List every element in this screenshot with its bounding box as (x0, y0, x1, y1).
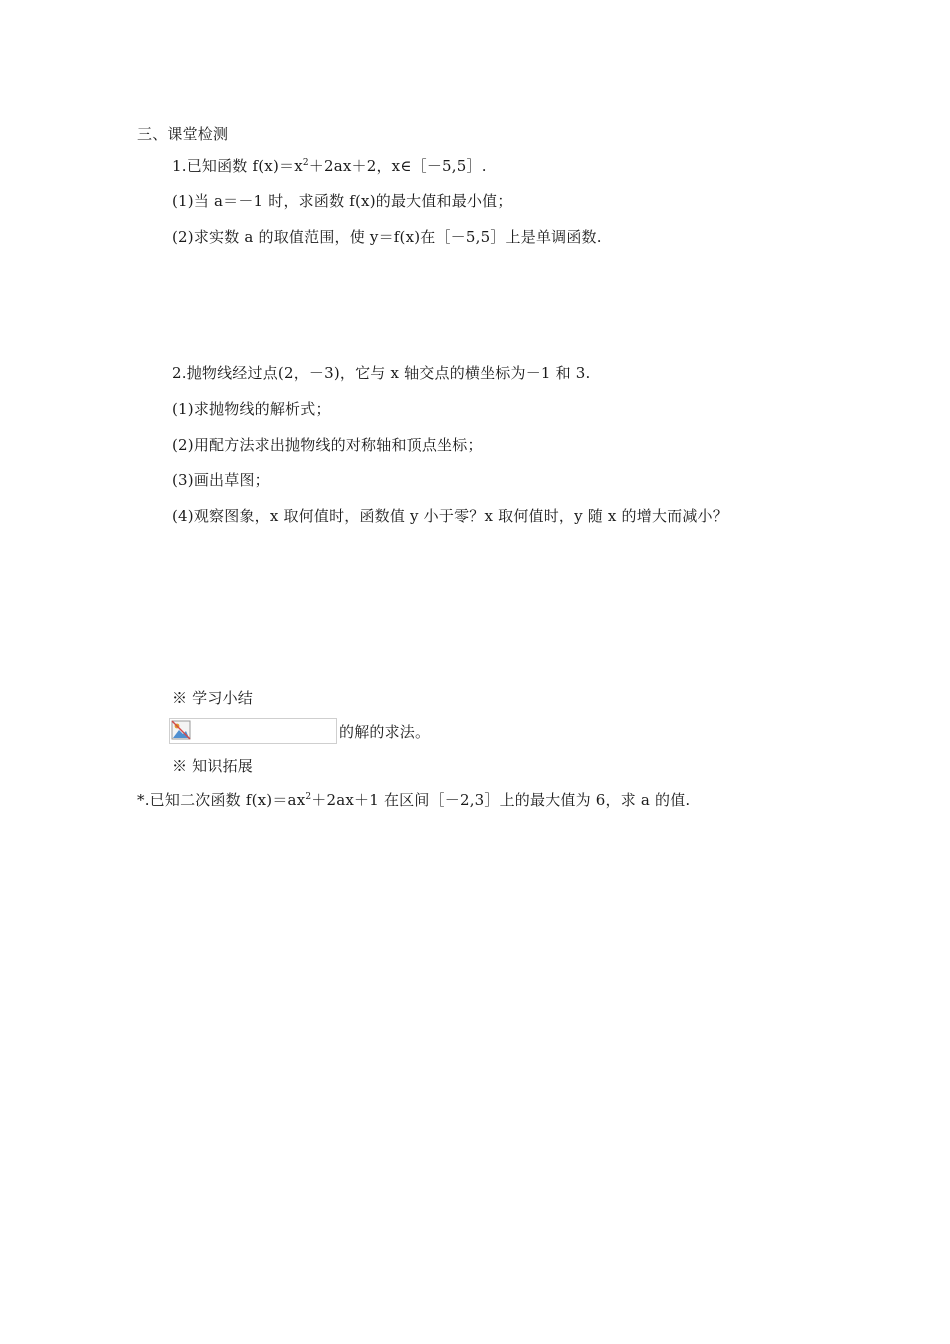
broken-image-icon (171, 720, 191, 740)
extension-heading: ※ 知识拓展 (172, 757, 253, 775)
q2-part1: (1)求抛物线的解析式； (172, 400, 331, 418)
q2-part4: (4)观察图象，x 取何值时，函数值 y 小于零？x 取何值时，y 随 x 的增大而减小？ (172, 507, 728, 525)
q2-part3: (3)画出草图； (172, 471, 270, 489)
q1-stem-text-a: 1.已知函数 f(x)＝x (172, 157, 303, 175)
q1-stem-text-b: ＋2ax＋2，x∈［－5,5］. (308, 157, 487, 175)
q1-part2: (2)求实数 a 的取值范围，使 y＝f(x)在［－5,5］上是单调函数. (172, 228, 602, 246)
q2-part2: (2)用配方法求出抛物线的对称轴和顶点坐标； (172, 436, 483, 454)
q1-exponent: 2 (302, 158, 309, 168)
missing-image-placeholder (169, 718, 337, 744)
q1-part1: (1)当 a＝－1 时，求函数 f(x)的最大值和最小值； (172, 192, 513, 210)
section-heading: 三、课堂检测 (137, 125, 229, 143)
extension-exponent: 2 (305, 792, 312, 802)
extension-problem (137, 790, 690, 810)
summary-heading: ※ 学习小结 (172, 689, 253, 707)
extension-problem-text-b: ＋2ax＋1 在区间［－2,3］上的最大值为 6，求 a 的值. (311, 791, 691, 809)
summary-text: 的解的求法。 (339, 723, 431, 741)
q2-stem: 2.抛物线经过点(2，－3)，它与 x 轴交点的横坐标为－1 和 3. (172, 364, 591, 382)
q1-stem (172, 156, 487, 176)
extension-problem-text-a: *.已知二次函数 f(x)＝ax (137, 791, 306, 809)
